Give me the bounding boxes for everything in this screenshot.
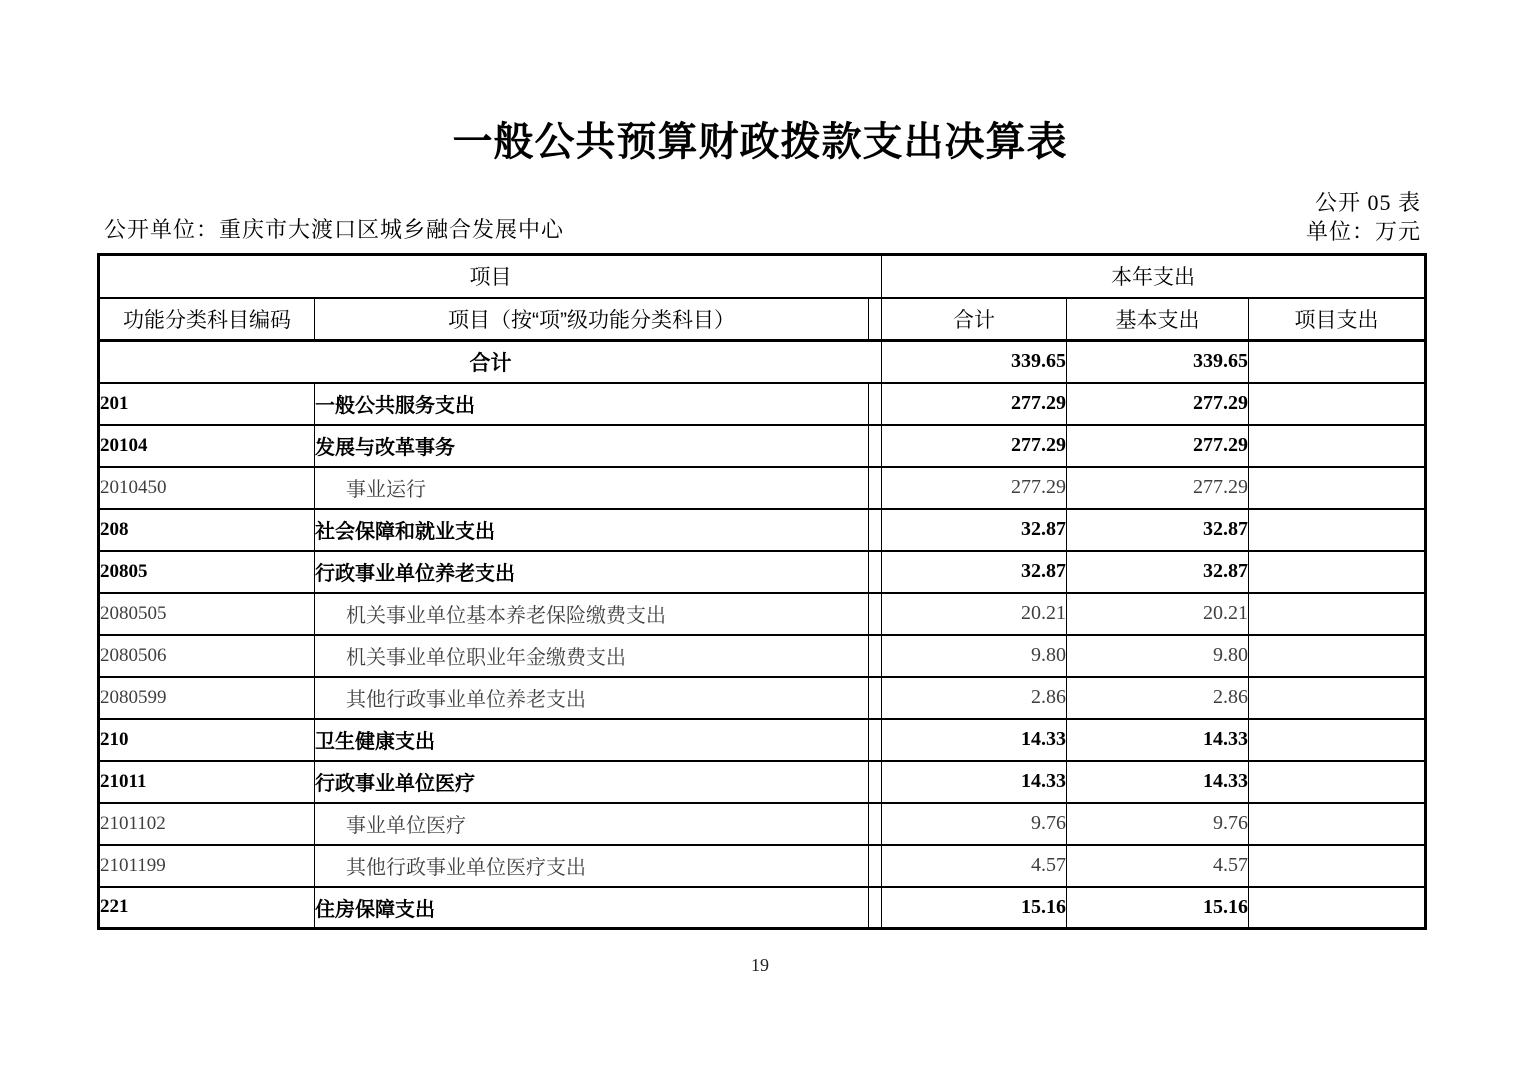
basic-cell: 9.80 — [1067, 635, 1249, 677]
item-cell: 事业单位医疗 — [315, 803, 869, 845]
project-cell — [1249, 887, 1426, 929]
total-cell: 277.29 — [882, 467, 1067, 509]
header-group-year: 本年支出 — [882, 255, 1426, 298]
spacer-cell — [869, 677, 882, 719]
item-cell: 卫生健康支出 — [315, 719, 869, 761]
table-row — [99, 635, 1426, 677]
item-cell: 一般公共服务支出 — [315, 383, 869, 425]
item-cell: 其他行政事业单位医疗支出 — [315, 845, 869, 887]
code-cell: 2080505 — [99, 593, 315, 635]
total-cell: 32.87 — [882, 509, 1067, 551]
basic-cell: 14.33 — [1067, 761, 1249, 803]
item-cell: 机关事业单位职业年金缴费支出 — [315, 635, 869, 677]
code-cell: 208 — [99, 509, 315, 551]
table-row — [99, 677, 1426, 719]
spacer-cell — [869, 551, 882, 593]
table-row — [99, 887, 1426, 929]
total-cell: 9.76 — [882, 803, 1067, 845]
project-cell — [1249, 593, 1426, 635]
spacer-cell — [869, 467, 882, 509]
page-number: 19 — [751, 955, 769, 975]
form-number-label: 公开 05 表 — [1314, 190, 1421, 215]
project-cell — [1249, 803, 1426, 845]
total-label-cell: 合计 — [99, 341, 882, 383]
project-cell — [1249, 677, 1426, 719]
currency-unit-label: 单位：万元 — [1305, 219, 1421, 244]
code-cell: 201 — [99, 383, 315, 425]
total-cell: 14.33 — [882, 719, 1067, 761]
spacer-cell — [869, 887, 882, 929]
table-row — [99, 467, 1426, 509]
budget-table — [97, 253, 1427, 930]
basic-cell: 4.57 — [1067, 845, 1249, 887]
code-cell: 20805 — [99, 551, 315, 593]
total-cell: 14.33 — [882, 761, 1067, 803]
spacer-cell — [869, 761, 882, 803]
total-cell: 9.80 — [882, 635, 1067, 677]
spacer-cell — [869, 383, 882, 425]
table-row — [99, 425, 1426, 467]
item-cell: 行政事业单位养老支出 — [315, 551, 869, 593]
project-cell — [1249, 425, 1426, 467]
basic-cell: 9.76 — [1067, 803, 1249, 845]
header-col-project: 项目支出 — [1249, 298, 1426, 341]
page-title: 一般公共预算财政拨款支出决算表 — [452, 120, 1068, 164]
basic-cell: 20.21 — [1067, 593, 1249, 635]
basic-cell: 14.33 — [1067, 719, 1249, 761]
basic-cell: 15.16 — [1067, 887, 1249, 929]
total-cell: 32.87 — [882, 551, 1067, 593]
total-cell: 339.65 — [882, 341, 1067, 383]
header-col-code: 功能分类科目编码 — [99, 298, 315, 341]
project-cell — [1249, 845, 1426, 887]
basic-cell: 2.86 — [1067, 677, 1249, 719]
project-cell — [1249, 635, 1426, 677]
basic-cell: 32.87 — [1067, 509, 1249, 551]
basic-cell: 339.65 — [1067, 341, 1249, 383]
total-cell: 15.16 — [882, 887, 1067, 929]
item-cell: 事业运行 — [315, 467, 869, 509]
header-col-spacer — [869, 298, 882, 341]
table-row — [99, 551, 1426, 593]
code-cell: 2101199 — [99, 845, 315, 887]
project-cell — [1249, 383, 1426, 425]
total-cell: 4.57 — [882, 845, 1067, 887]
header-col-item: 项目（按“项”级功能分类科目） — [315, 298, 869, 341]
table-row — [99, 845, 1426, 887]
total-cell: 277.29 — [882, 383, 1067, 425]
basic-cell: 277.29 — [1067, 383, 1249, 425]
table-row — [99, 719, 1426, 761]
spacer-cell — [869, 719, 882, 761]
spacer-cell — [869, 509, 882, 551]
header-group-row — [99, 255, 1426, 298]
project-cell — [1249, 551, 1426, 593]
code-cell: 2080506 — [99, 635, 315, 677]
header-columns-row — [99, 298, 1426, 341]
basic-cell: 277.29 — [1067, 425, 1249, 467]
code-cell: 2101102 — [99, 803, 315, 845]
spacer-cell — [869, 635, 882, 677]
table-row — [99, 803, 1426, 845]
item-cell: 社会保障和就业支出 — [315, 509, 869, 551]
project-cell — [1249, 509, 1426, 551]
table-row-total — [99, 341, 1426, 383]
spacer-cell — [869, 803, 882, 845]
basic-cell: 277.29 — [1067, 467, 1249, 509]
publisher-label: 公开单位：重庆市大渡口区城乡融合发展中心 — [104, 217, 565, 242]
project-cell — [1249, 761, 1426, 803]
table-row — [99, 383, 1426, 425]
item-cell: 机关事业单位基本养老保险缴费支出 — [315, 593, 869, 635]
project-cell — [1249, 341, 1426, 383]
code-cell: 21011 — [99, 761, 315, 803]
total-cell: 277.29 — [882, 425, 1067, 467]
header-group-item: 项目 — [99, 255, 882, 298]
code-cell: 2080599 — [99, 677, 315, 719]
item-cell: 住房保障支出 — [315, 887, 869, 929]
project-cell — [1249, 719, 1426, 761]
table-row — [99, 509, 1426, 551]
basic-cell: 32.87 — [1067, 551, 1249, 593]
code-cell: 2010450 — [99, 467, 315, 509]
code-cell: 210 — [99, 719, 315, 761]
total-cell: 20.21 — [882, 593, 1067, 635]
item-cell: 其他行政事业单位养老支出 — [315, 677, 869, 719]
header-col-total: 合计 — [882, 298, 1067, 341]
table-row — [99, 761, 1426, 803]
spacer-cell — [869, 425, 882, 467]
spacer-cell — [869, 845, 882, 887]
spacer-cell — [869, 593, 882, 635]
code-cell: 221 — [99, 887, 315, 929]
code-cell: 20104 — [99, 425, 315, 467]
project-cell — [1249, 467, 1426, 509]
header-col-basic: 基本支出 — [1067, 298, 1249, 341]
total-cell: 2.86 — [882, 677, 1067, 719]
table-row — [99, 593, 1426, 635]
item-cell: 发展与改革事务 — [315, 425, 869, 467]
item-cell: 行政事业单位医疗 — [315, 761, 869, 803]
